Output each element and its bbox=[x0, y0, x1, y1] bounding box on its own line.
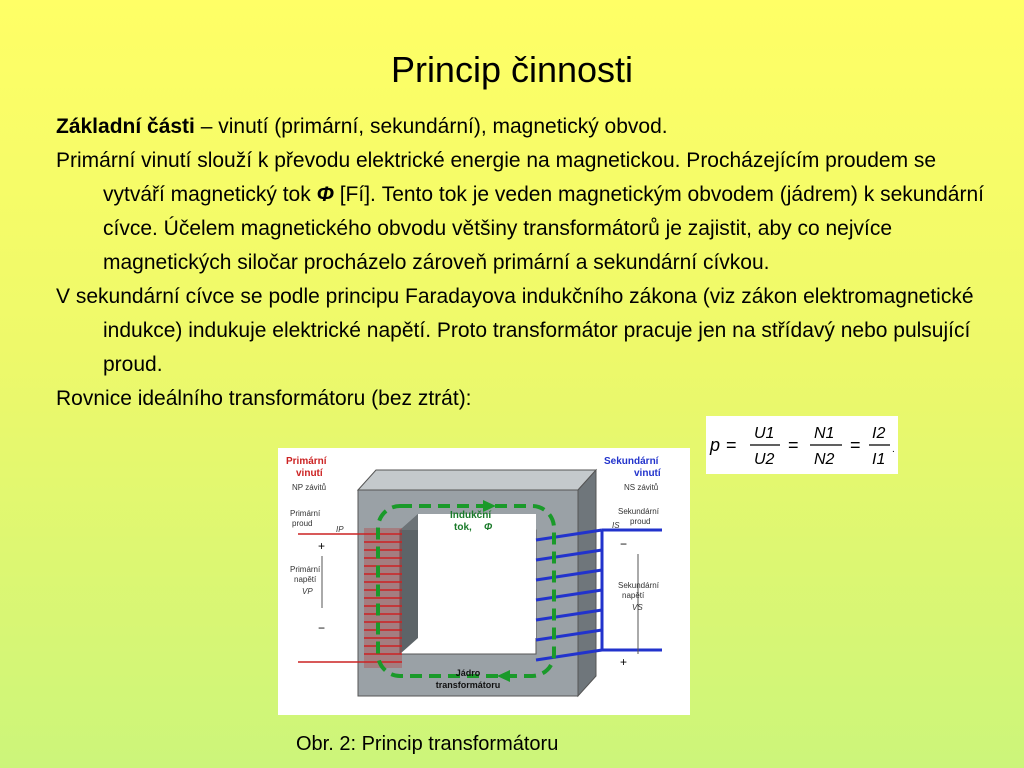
secondary-title-2: vinutí bbox=[634, 468, 661, 479]
secondary-turns: NS závitů bbox=[624, 483, 659, 492]
paragraph-equation-intro: Rovnice ideálního transformátoru (bez ztrát): bbox=[56, 387, 472, 410]
equation-eq-3: = bbox=[850, 435, 861, 455]
phi-symbol: Φ bbox=[316, 183, 334, 206]
flux-label-2: tok, bbox=[454, 522, 472, 533]
secondary-voltage-2: napětí bbox=[622, 591, 645, 600]
equation-end: . bbox=[892, 444, 895, 455]
secondary-title-1: Sekundární bbox=[604, 456, 659, 467]
paragraph-primary-winding bbox=[56, 144, 986, 280]
ip-label: IP bbox=[336, 525, 344, 534]
equation-i1: I1 bbox=[872, 451, 886, 468]
vp-label: VP bbox=[302, 587, 313, 596]
secondary-minus: − bbox=[620, 537, 628, 551]
equation-p: p bbox=[710, 435, 721, 455]
primary-minus: − bbox=[318, 621, 326, 635]
core-side-face bbox=[578, 470, 596, 696]
core-window-left-depth bbox=[400, 514, 418, 654]
primary-current-1: Primární bbox=[290, 509, 321, 518]
transformer-equation bbox=[706, 416, 898, 474]
primary-winding-text-a: Primární vinutí slouží k převodu elektrické energie na magnetickou. Procházejícím proudem se vytváří magnetický tok bbox=[56, 149, 937, 206]
vs-label: VS bbox=[632, 603, 643, 612]
transformer-diagram bbox=[278, 448, 690, 715]
is-label: IS bbox=[612, 521, 620, 530]
slide-title: Princip činnosti bbox=[390, 49, 634, 90]
lead-term: Základní části bbox=[56, 115, 195, 138]
slide-body bbox=[56, 110, 986, 416]
secondary-current-1: Sekundární bbox=[618, 507, 659, 516]
core-label-1: Jádro bbox=[455, 668, 481, 678]
primary-voltage-1: Primární bbox=[290, 565, 321, 574]
core-label-2: transformátoru bbox=[435, 680, 501, 690]
equation-n1: N1 bbox=[814, 425, 835, 442]
core-top-face bbox=[358, 470, 596, 490]
flux-label-1: Indukční bbox=[450, 510, 492, 521]
paragraph-secondary-coil: V sekundární cívce se podle principu Faradayova indukčního zákona (viz zákon elektromagnetické indukce) indukuje elektrické napětí. Proto transformátor pracuje jen na střídavý nebo pulsující proud. bbox=[56, 285, 974, 376]
basic-parts-text: – vinutí (primární, sekundární), magnetický obvod. bbox=[194, 115, 668, 138]
flux-symbol: Φ bbox=[484, 522, 493, 533]
figure-caption: Obr. 2: Princip transformátoru bbox=[296, 733, 559, 755]
primary-plus: + bbox=[318, 539, 326, 553]
paragraph-basic-parts bbox=[56, 110, 986, 144]
equation-i2: I2 bbox=[872, 425, 886, 442]
equation-u2: U2 bbox=[754, 451, 775, 468]
equation-u1: U1 bbox=[754, 425, 775, 442]
secondary-current-2: proud bbox=[630, 517, 651, 526]
secondary-plus: + bbox=[620, 655, 628, 669]
primary-turns: NP závitů bbox=[292, 483, 327, 492]
primary-voltage-2: napětí bbox=[294, 575, 317, 584]
equation-n2: N2 bbox=[814, 451, 835, 468]
core-window bbox=[418, 514, 536, 638]
secondary-voltage-1: Sekundární bbox=[618, 581, 659, 590]
equation-eq-2: = bbox=[788, 435, 799, 455]
primary-current-2: proud bbox=[292, 519, 313, 528]
primary-winding-text-b: [Fí]. Tento tok je veden magnetickým obvodem (jádrem) k sekundární cívce. Účelem magnetického obvodu většiny transformátorů je zajistit, aby co nejvíce magnetických siločar procházelo zároveň primární a sekundární cívkou. bbox=[103, 183, 984, 274]
primary-title-1: Primární bbox=[286, 456, 327, 467]
equation-eq-1: = bbox=[726, 435, 737, 455]
primary-title-2: vinutí bbox=[296, 468, 323, 479]
